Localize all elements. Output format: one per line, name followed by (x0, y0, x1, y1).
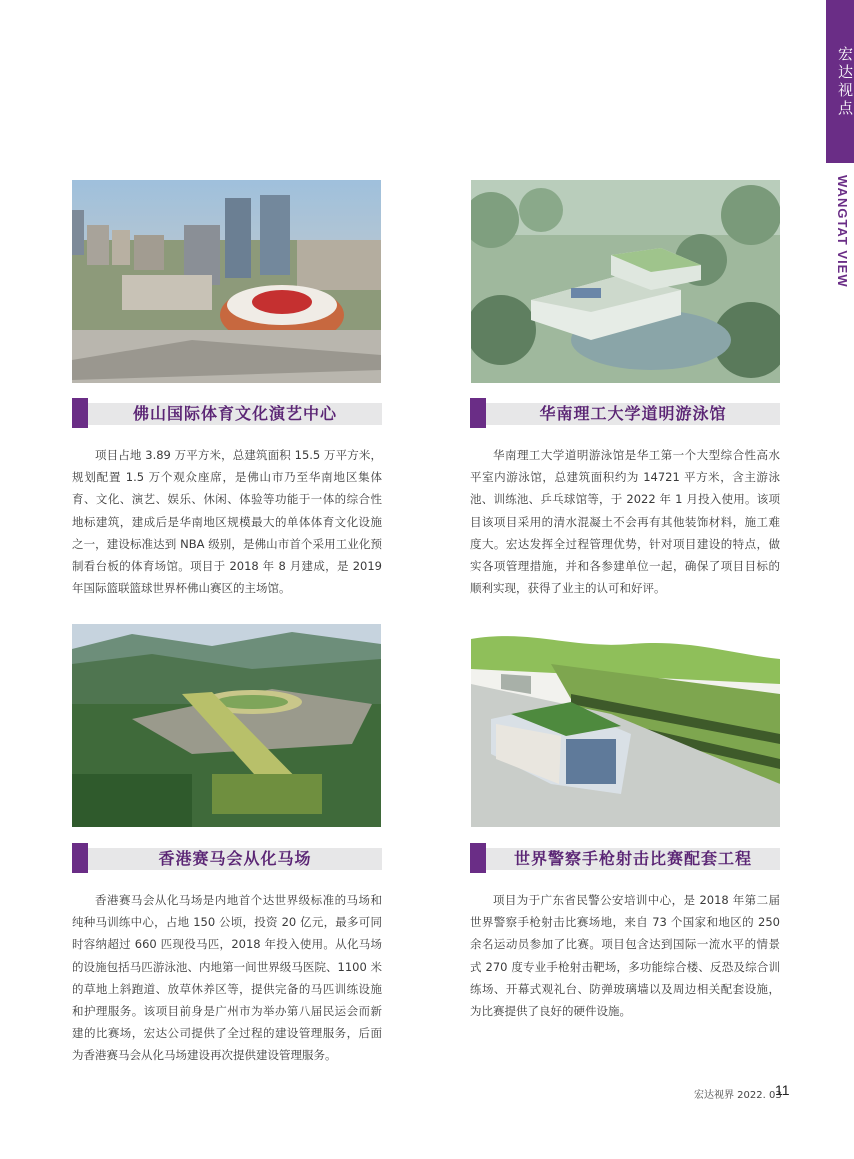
section-title: 世界警察手枪射击比赛配套工程 (513, 849, 752, 868)
heading-accent-bar (470, 843, 486, 873)
publication-footer: 宏达视界 2022. 03 (694, 1090, 782, 1101)
side-english-label: WANGTAT VIEW (835, 175, 850, 288)
section-title: 香港赛马会从化马场 (158, 849, 312, 868)
page-number: 11 (775, 1082, 790, 1098)
section-title: 佛山国际体育文化演艺中心 (132, 404, 337, 423)
heading-accent-bar (72, 843, 88, 873)
section-heading (470, 398, 780, 428)
section-heading (72, 398, 382, 428)
shooting-range-rendering (471, 624, 780, 827)
section-title: 华南理工大学道明游泳馆 (539, 404, 727, 423)
racecourse-aerial-photo (72, 624, 381, 827)
section-body: 项目为于广东省民警公安培训中心，是 2018 年第二届世界警察手枪射击比赛场地，来自 73 个国家和地区的 250 余名运动员参加了比赛。项目包含达到国际一流水平的情景式 270 度专业手枪射击靶场，多功能综合楼、反恐及综合训练场、开幕式观礼台、防弹玻璃墙以及周边相关配套设施，为比赛提供了良好的硬件设施。 (470, 893, 780, 1019)
section-heading (72, 843, 382, 873)
section-body: 香港赛马会从化马场是内地首个达世界级标准的马场和纯种马训练中心，占地 150 公顷，投资 20 亿元，最多可同时容纳超过 660 匹现役马匹，2018 年投入使用。从化马场的设施包括马匹游泳池、内地第一间世界级马医院、1100 米的草地上斜跑道、放草休养区等，提供完备的马匹训练设施和护理服务。该项目前身是广州市为举办第八届民运会而新建的比赛场，宏达公司提供了全过程的建设管理服务，后面为香港赛马会从化马场建设再次提供建设管理服务。 (72, 893, 382, 1063)
heading-accent-bar (470, 398, 486, 428)
swimming-hall-rendering (471, 180, 780, 383)
side-tab-label: 宏达视点 (836, 46, 854, 118)
heading-accent-bar (72, 398, 88, 428)
section-heading (470, 843, 780, 873)
side-tab (826, 0, 854, 163)
section-body: 华南理工大学道明游泳馆是华工第一个大型综合性高水平室内游泳馆，总建筑面积约为 14721 平方米，含主游泳池、训练池、乒乓球馆等，于 2022 年 1 月投入使用。该项目该项目采用的清水混凝土不会再有其他装饰材料，施工难度大。宏达发挥全过程管理优势，针对项目建设的特点，做实各项管理措施，并和各参建单位一起，确保了项目目标的顺利实现，获得了业主的认可和好评。 (470, 448, 780, 596)
arena-aerial-photo (72, 180, 381, 383)
section-body: 项目占地 3.89 万平方米，总建筑面积 15.5 万平方米，规划配置 1.5 万个观众座席，是佛山市乃至华南地区集体育、文化、演艺、娱乐、休闲、体验等功能于一体的综合性地标建筑，建成后是华南地区规模最大的单体体育文化设施之一，建设标准达到 NBA 级别，是佛山市首个采用工业化预制看台板的体育场馆。项目于 2018 年 8 月建成，是 2019 年国际篮联篮球世界杯佛山赛区的主场馆。 (72, 448, 382, 596)
